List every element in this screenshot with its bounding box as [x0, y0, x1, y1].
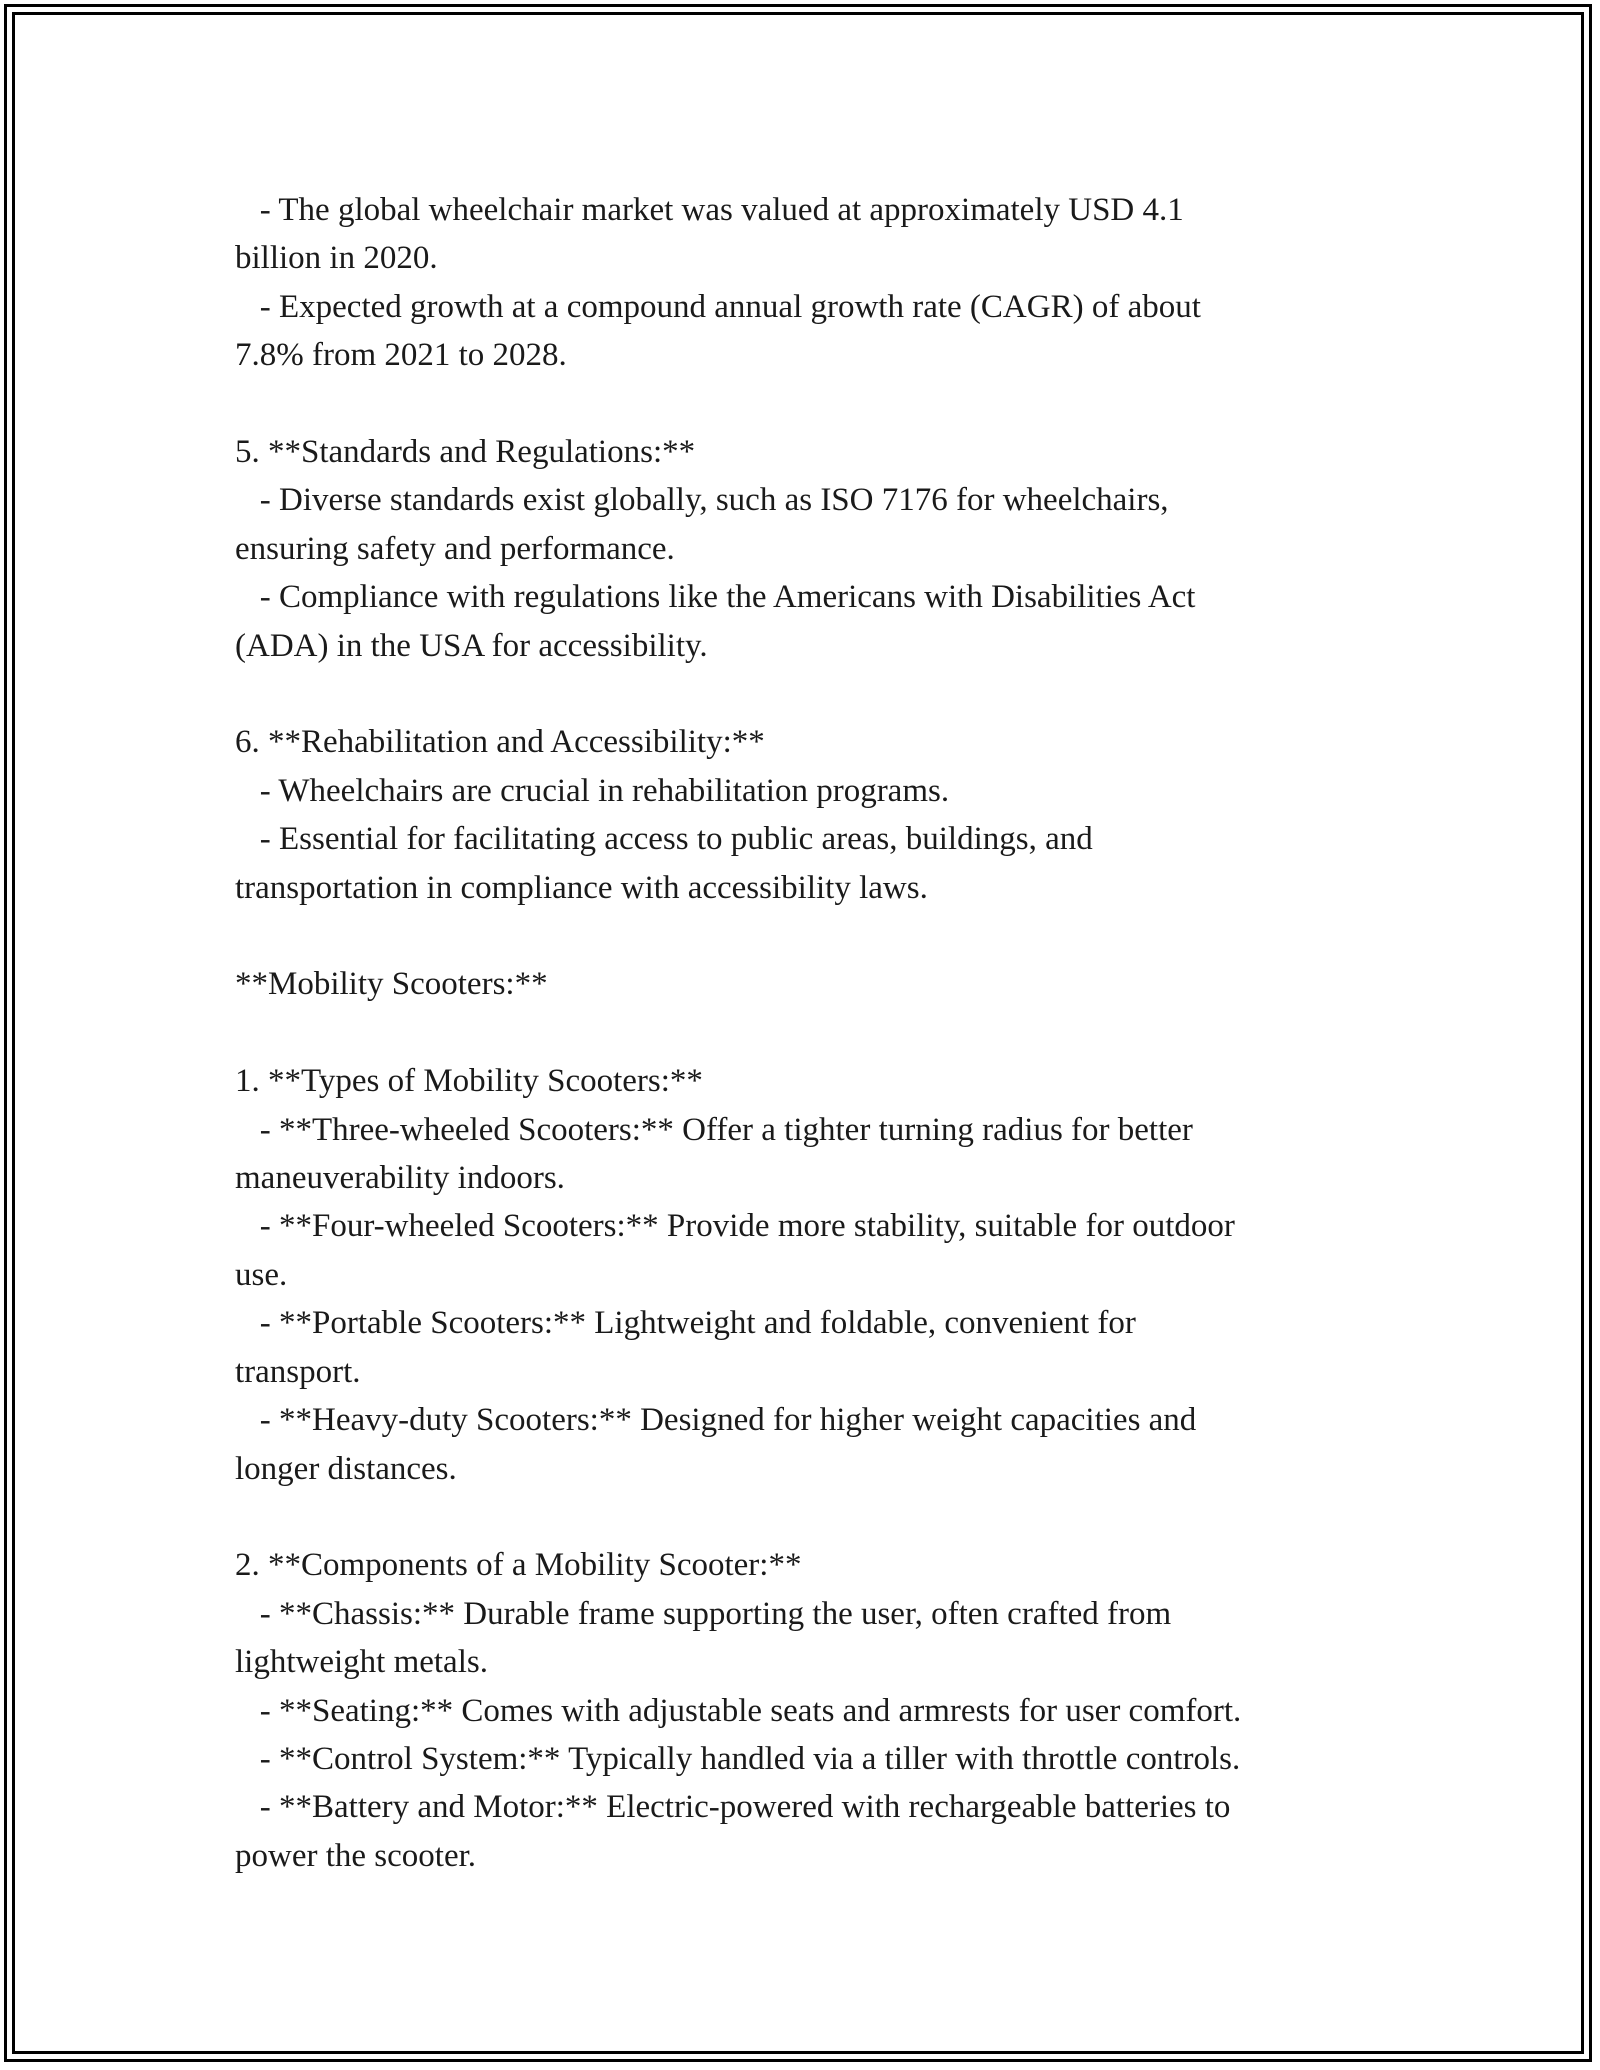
text-line: - Essential for facilitating access to public areas, buildings, and [259, 821, 1093, 858]
text-line: - **Heavy-duty Scooters:** Designed for higher weight capacities and [259, 1402, 1197, 1439]
text-line: - **Control System:** Typically handled via a tiller with throttle controls. [259, 1740, 1241, 1777]
text-line: transportation in compliance with accessibility laws. [235, 869, 928, 906]
text-line: - Diverse standards exist globally, such as ISO 7176 for wheelchairs, [259, 482, 1169, 519]
text-line: - Expected growth at a compound annual growth rate (CAGR) of about [259, 288, 1201, 325]
text-line: power the scooter. [235, 1837, 477, 1874]
text-line: maneuverability indoors. [235, 1160, 565, 1197]
text-line: 5. **Standards and Regulations:** [235, 434, 696, 471]
text-line: **Mobility Scooters:** [235, 966, 548, 1003]
text-line: ensuring safety and performance. [235, 530, 675, 567]
text-line: - **Three-wheeled Scooters:** Offer a tighter turning radius for better [259, 1111, 1193, 1148]
text-line: 2. **Components of a Mobility Scooter:** [235, 1547, 802, 1584]
text-line: - **Portable Scooters:** Lightweight and foldable, convenient for [259, 1305, 1136, 1342]
text-line: - **Battery and Motor:** Electric-powered with rechargeable batteries to [259, 1789, 1231, 1826]
text-line: - **Chassis:** Durable frame supporting the user, often crafted from [259, 1595, 1172, 1632]
text-line: lightweight metals. [235, 1644, 488, 1681]
text-line: use. [235, 1256, 288, 1293]
text-line: 6. **Rehabilitation and Accessibility:** [235, 724, 765, 761]
text-line: longer distances. [235, 1450, 457, 1487]
text-line: billion in 2020. [235, 240, 438, 277]
text-line: - The global wheelchair market was valued at approximately USD 4.1 [259, 192, 1184, 228]
text-line: transport. [235, 1353, 361, 1390]
blank-line [235, 1493, 1365, 1541]
text-line: - Compliance with regulations like the Americans with Disabilities Act [259, 579, 1196, 616]
text-line: - Wheelchairs are crucial in rehabilitation programs. [259, 772, 950, 809]
blank-line [235, 912, 1365, 960]
document-body [235, 186, 1365, 1880]
text-line: 7.8% from 2021 to 2028. [235, 337, 567, 374]
text-line: - **Four-wheeled Scooters:** Provide more stability, suitable for outdoor [259, 1208, 1235, 1245]
text-line: (ADA) in the USA for accessibility. [235, 627, 708, 664]
text-line: 1. **Types of Mobility Scooters:** [235, 1063, 703, 1100]
blank-line [235, 670, 1365, 718]
blank-line [235, 380, 1365, 428]
blank-line [235, 1009, 1365, 1057]
text-line: - **Seating:** Comes with adjustable seats and armrests for user comfort. [259, 1692, 1242, 1729]
